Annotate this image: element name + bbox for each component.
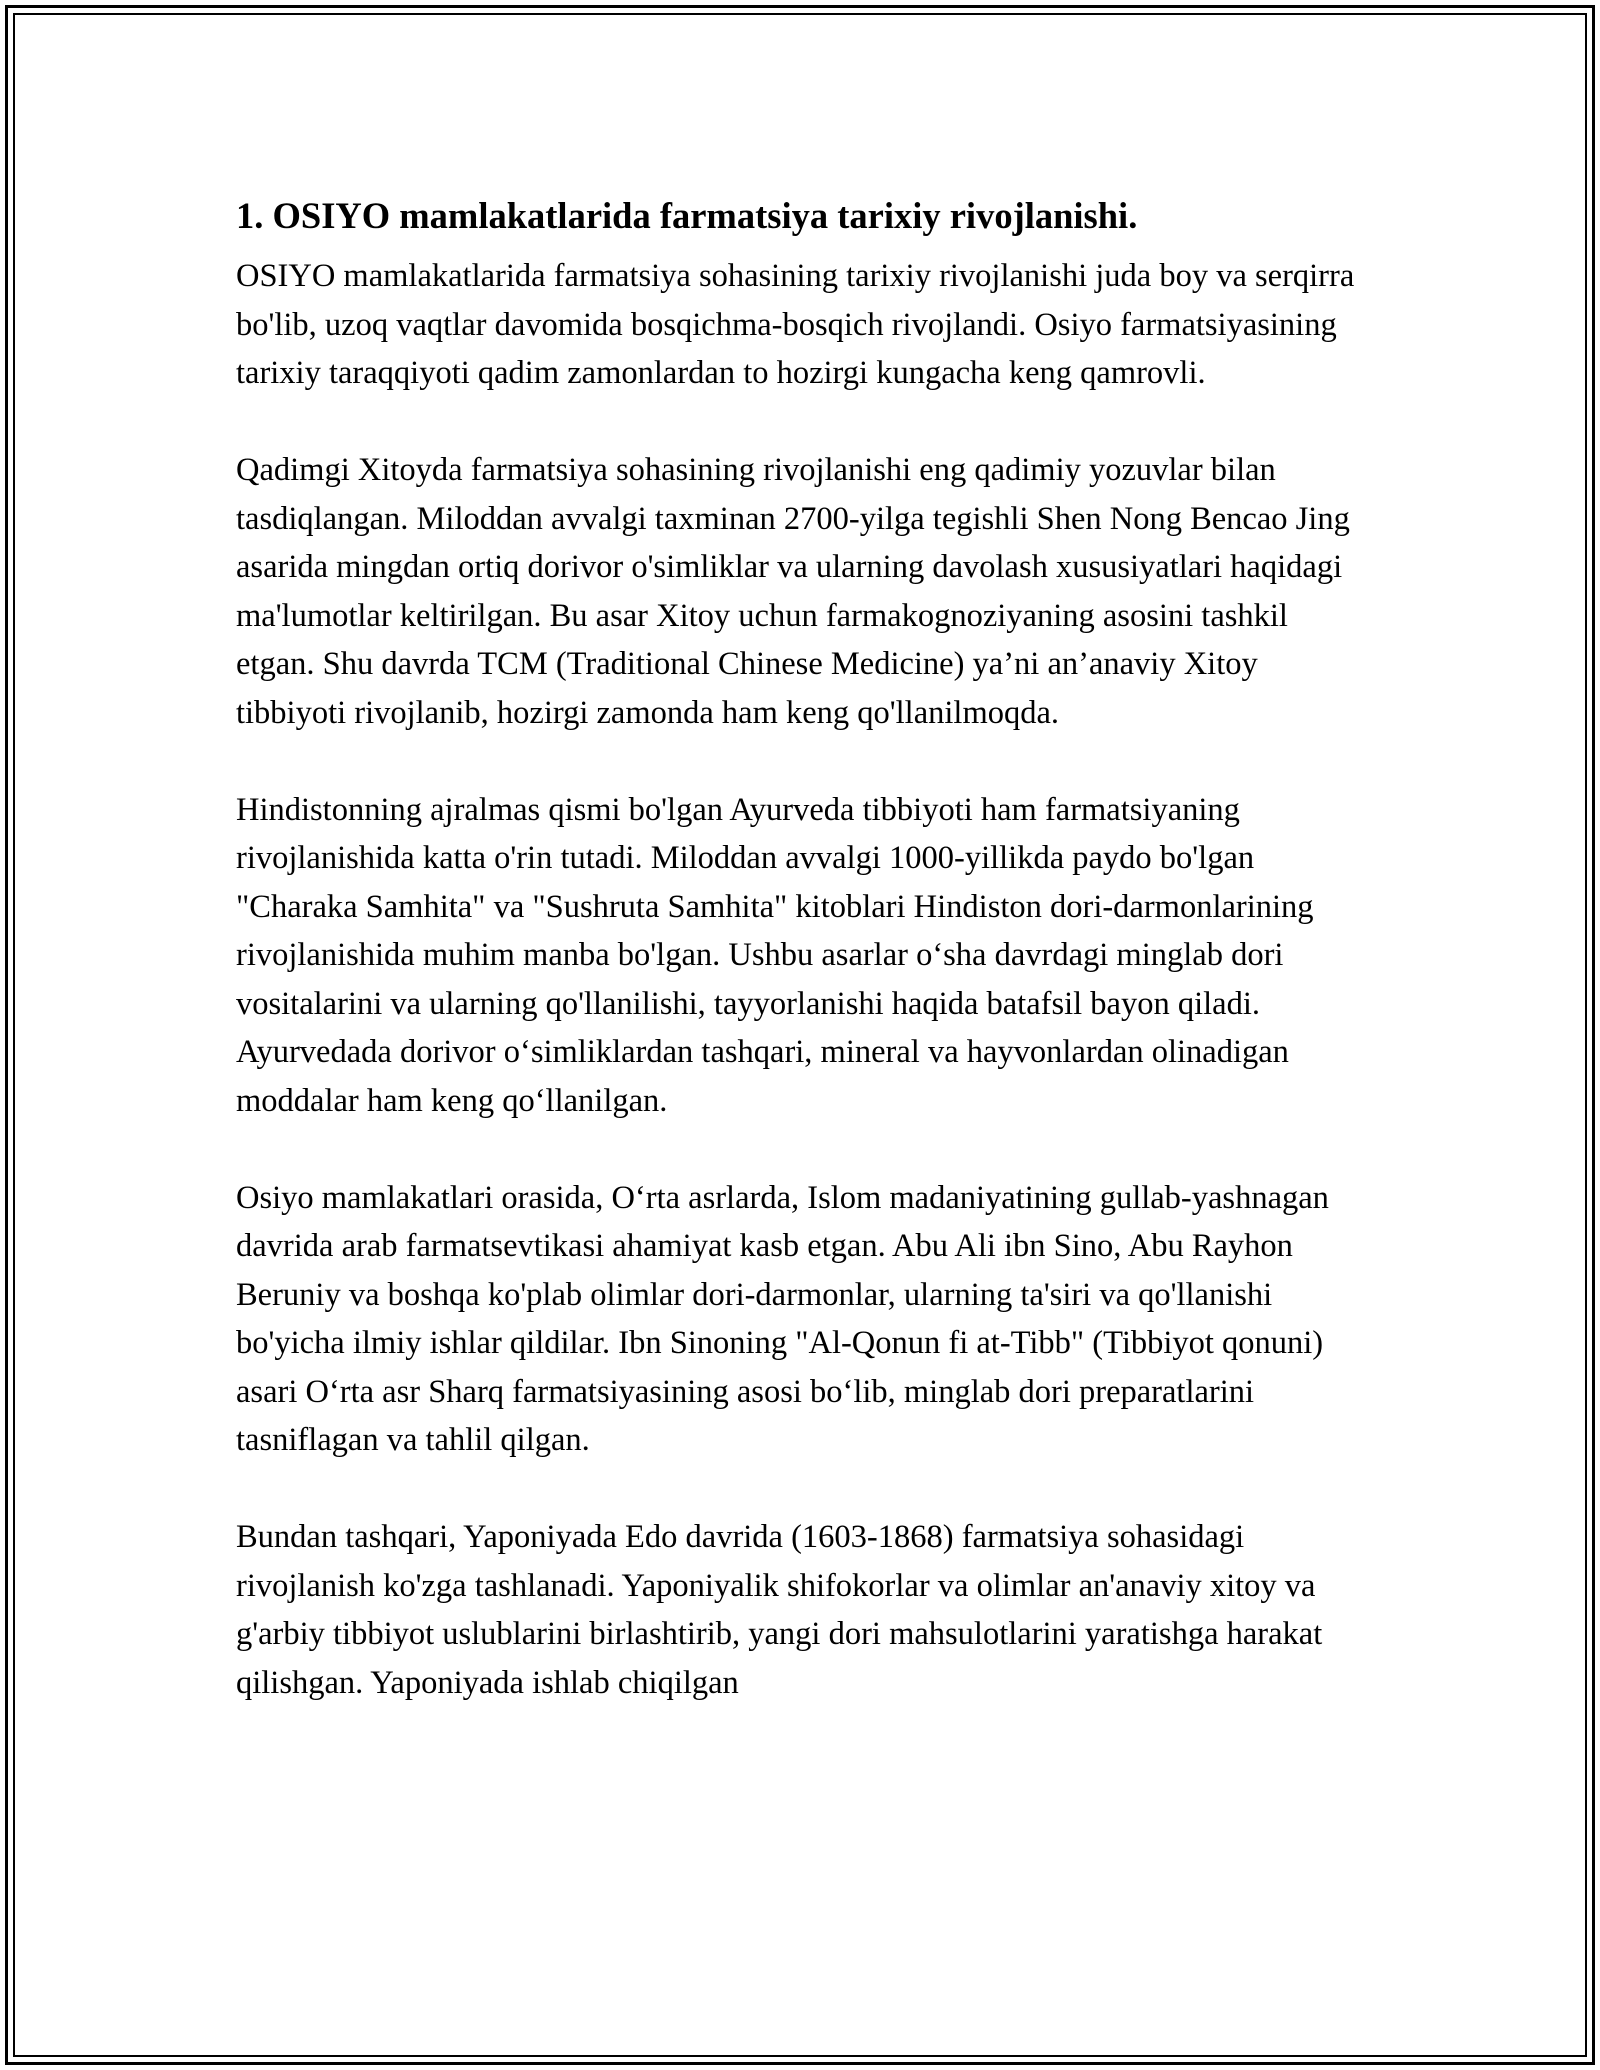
paragraph-china: Qadimgi Xitoyda farmatsiya sohasining rivojlanishi eng qadimiy yozuvlar bilan tasdiqlangan. Miloddan avvalgi taxminan 2700-yilga tegishli Shen Nong Bencao Jing asarida mingdan ortiq dorivor o'simliklar va ularning davolash xususiyatlari haqidagi ma'lumotlar keltirilgan. Bu asar Xitoy uchun farmakognoziyaning asosini tashkil etgan. Shu davrda TCM (Traditional Chinese Medicine) ya’ni an’anaviy Xitoy tibbiyoti rivojlanib, hozirgi zamonda ham keng qo'llanilmoqda. [236,452,1350,731]
document-body [236,192,1366,1707]
section-heading: 1. OSIYO mamlakatlarida farmatsiya tarixiy rivojlanishi. [236,195,1138,236]
paragraph-india: Hindistonning ajralmas qismi bo'lgan Ayurveda tibbiyoti ham farmatsiyaning rivojlanishida katta o'rin tutadi. Miloddan avvalgi 1000-yillikda paydo bo'lgan "Charaka Samhita" va "Sushruta Samhita" kitoblari Hindiston dori-darmonlarining rivojlanishida muhim manba bo'lgan. Ushbu asarlar o‘sha davrdagi minglab dori vositalarini va ularning qo'llanilishi, tayyorlanishi haqida batafsil bayon qiladi. Ayurvedada dorivor o‘simliklardan tashqari, mineral va hayvonlardan olinadigan moddalar ham keng qo‘llanilgan. [236,791,1314,1119]
paragraph-japan: Bundan tashqari, Yaponiyada Edo davrida (1603-1868) farmatsiya sohasidagi rivojlanish ko'zga tashlanadi. Yaponiyalik shifokorlar va olimlar an'anaviy xitoy va g'arbiy tibbiyot uslublarini birlashtirib, yangi dori mahsulotlarini yaratishga harakat qilishgan. Yaponiyada ishlab chiqilgan [236,1519,1323,1701]
paragraph-intro: OSIYO mamlakatlarida farmatsiya sohasining tarixiy rivojlanishi juda boy va serqirra bo'lib, uzoq vaqtlar davomida bosqichma-bosqich rivojlandi. Osiyo farmatsiyasining tarixiy taraqqiyoti qadim zamonlardan to hozirgi kungacha keng qamrovli. [236,258,1355,391]
paragraph-islamic: Osiyo mamlakatlari orasida, O‘rta asrlarda, Islom madaniyatining gullab-yashnagan davrida arab farmatsevtikasi ahamiyat kasb etgan. Abu Ali ibn Sino, Abu Rayhon Beruniy va boshqa ko'plab olimlar dori-darmonlar, ularning ta'siri va qo'llanishi bo'yicha ilmiy ishlar qildilar. Ibn Sinoning "Al-Qonun fi at-Tibb" (Tibbiyot qonuni) asari O‘rta asr Sharq farmatsiyasining asosi bo‘lib, minglab dori preparatlarini tasniflagan va tahlil qilgan. [236,1179,1329,1458]
